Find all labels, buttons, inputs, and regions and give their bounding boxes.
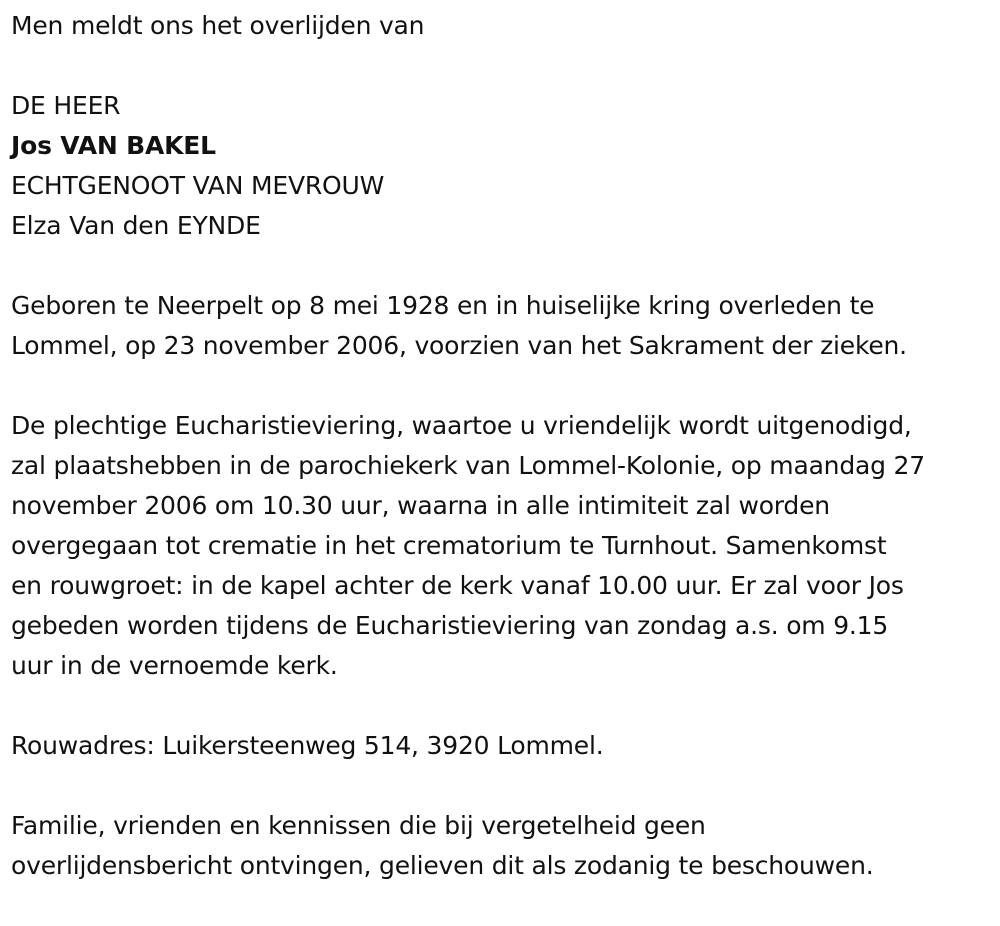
paragraph-line: zal plaatshebben in de parochiekerk van Lommel-Kolonie, op maandag 27 [11, 451, 925, 480]
paragraph-line: Familie, vrienden en kennissen die bij vergetelheid geen [11, 811, 706, 840]
paragraph-line: Geboren te Neerpelt op 8 mei 1928 en in huiselijke kring overleden te [11, 291, 875, 320]
paragraph-line: Lommel, op 23 november 2006, voorzien van het Sakrament der zieken. [11, 331, 907, 360]
paragraph-line: De plechtige Eucharistieviering, waartoe u vriendelijk wordt uitgenodigd, [11, 411, 912, 440]
relation-text: ECHTGENOOT VAN MEVROUW [11, 171, 385, 200]
ceremony-paragraph [11, 406, 996, 686]
paragraph-line: overgegaan tot crematie in het crematorium te Turnhout. Samenkomst [11, 531, 887, 560]
paragraph-line: november 2006 om 10.30 uur, waarna in alle intimiteit zal worden [11, 491, 830, 520]
intro-text: Men meldt ons het overlijden van [11, 11, 425, 40]
closing-paragraph [11, 806, 996, 886]
address-paragraph [11, 726, 996, 766]
person-title: DE HEER [11, 91, 121, 120]
spouse-name: Elza Van den EYNDE [11, 211, 261, 240]
paragraph-line: uur in de vernoemde kerk. [11, 651, 338, 680]
paragraph-line: en rouwgroet: in de kapel achter de kerk vanaf 10.00 uur. Er zal voor Jos [11, 571, 904, 600]
birth-death-paragraph [11, 286, 996, 366]
paragraph-line: gebeden worden tijdens de Eucharistieviering van zondag a.s. om 9.15 [11, 611, 889, 640]
person-block [11, 86, 996, 246]
obituary-notice [11, 6, 996, 886]
person-name: Jos VAN BAKEL [11, 131, 216, 160]
paragraph-line: overlijdensbericht ontvingen, gelieven dit als zodanig te beschouwen. [11, 851, 874, 880]
mourning-address: Rouwadres: Luikersteenweg 514, 3920 Lommel. [11, 731, 604, 760]
